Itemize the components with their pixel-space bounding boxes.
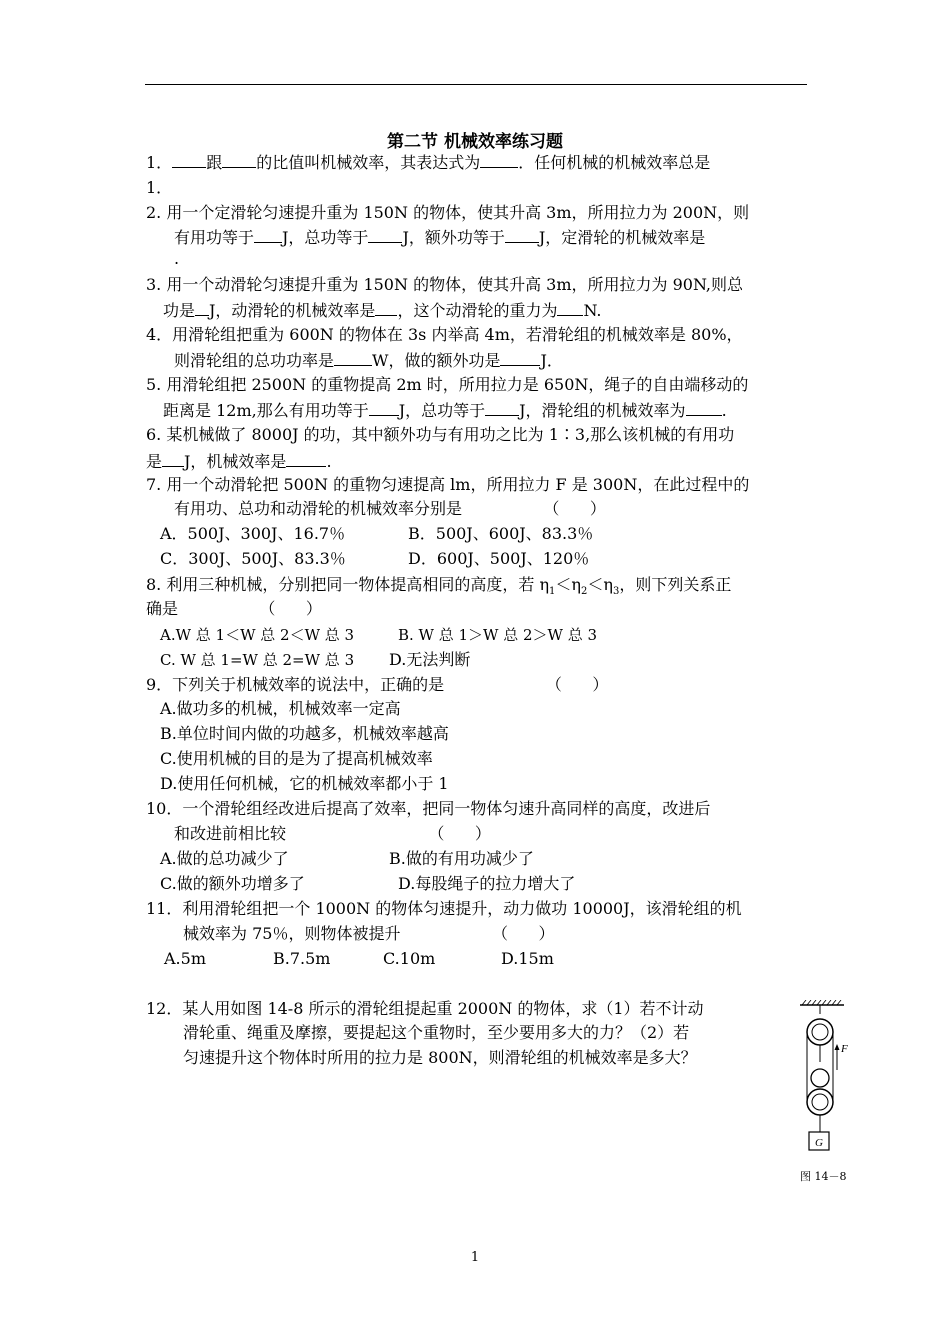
- page-number: 1: [470, 1250, 480, 1265]
- q9-option-a: A.做功多的机械，机械效率一定高: [160, 699, 401, 718]
- q8-option-d: D.无法判断: [389, 650, 471, 669]
- q7-option-b: B．500J、600J、83.3％: [408, 524, 594, 543]
- q12-line2: 滑轮重、绳重及摩擦，要提起这个重物时，至少要用多大的力？（2）若: [183, 1023, 690, 1042]
- q10-line2: 和改进前相比较 （ ）: [174, 824, 491, 843]
- q10-option-c: C.做的额外功增多了: [160, 874, 305, 893]
- q6-line1: 6. 某机械做了 8000J 的功，其中额外功与有用功之比为 1∶3,那么该机械的有用功: [146, 425, 735, 444]
- q7-line1: 7. 用一个动滑轮把 500N 的重物匀速提高 lm，所用拉力 F 是 300N，在此过程中的: [146, 475, 750, 494]
- q1-line1: 1． 跟 的比值叫机械效率，其表达式为 ．任何机械的机械效率总是: [146, 153, 711, 172]
- q6-line2: 是 J，机械效率是 .: [146, 452, 332, 471]
- q9-option-c: C.使用机械的目的是为了提高机械效率: [160, 749, 433, 768]
- q11-line1: 11．利用滑轮组把一个 1000N 的物体匀速提升，动力做功 10000J，该滑轮组的机: [146, 899, 742, 918]
- q10-option-d: D.每股绳子的拉力增大了: [398, 874, 576, 893]
- q3-line2: 功是 J，动滑轮的机械效率是 ，这个动滑轮的重力为 N.: [163, 301, 602, 320]
- q11-option-c: C.10m: [383, 949, 436, 968]
- force-label: F: [841, 1043, 848, 1055]
- header-rule: [145, 84, 807, 85]
- q5-line2: 距离是 12m,那么有用功等于 J，总功等于 J，滑轮组的机械效率为 .: [163, 401, 727, 420]
- q2-line1: 2. 用一个定滑轮匀速提升重为 150N 的物体，使其升高 3m，所用拉力为 200N，则: [146, 203, 750, 222]
- q10-line1: 10．一个滑轮组经改进后提高了效率，把同一物体匀速升高同样的高度，改进后: [146, 799, 711, 818]
- q8-option-a: A.W 总 1＜W 总 2＜W 总 3: [160, 626, 355, 644]
- page-title: 第二节 机械效率练习题: [387, 132, 563, 152]
- q2-line3: .: [174, 249, 180, 268]
- q9-option-b: B.单位时间内做的功越多，机械效率越高: [160, 724, 449, 743]
- q11-option-b: B.7.5m: [273, 949, 331, 968]
- figure-caption: 图 14－8: [800, 1170, 847, 1183]
- q10-option-b: B.做的有用功减少了: [389, 849, 534, 868]
- q12-line1: 12．某人用如图 14-8 所示的滑轮组提起重 2000N 的物体，求（1）若不计动: [146, 999, 704, 1018]
- q7-option-c: C．300J、500J、83.3％: [160, 549, 346, 568]
- q4-line2: 则滑轮组的总功功率是 W，做的额外功是 J．: [174, 351, 563, 370]
- q7-option-d: D．600J、500J、120％: [408, 549, 590, 568]
- q4-line1: 4．用滑轮组把重为 600N 的物体在 3s 内举高 4m，若滑轮组的机械效率是 80%，: [146, 325, 743, 344]
- q9-option-d: D.使用任何机械，它的机械效率都小于 1: [160, 774, 449, 793]
- q7-option-a: A．500J、300J、16.7％: [160, 524, 346, 543]
- q1-line2: 1．: [146, 178, 173, 197]
- q10-option-a: A.做的总功减少了: [160, 849, 289, 868]
- q12-line3: 匀速提升这个物体时所用的拉力是 800N，则滑轮组的机械效率是多大？: [183, 1048, 697, 1067]
- q7-line2: 有用功、总功和动滑轮的机械效率分别是 （ ）: [174, 499, 606, 518]
- q9-line1: 9．下列关于机械效率的说法中，正确的是 （ ）: [146, 675, 609, 694]
- q8-line2: 确是 （ ）: [146, 599, 322, 618]
- q8-option-c: C. W 总 1=W 总 2=W 总 3: [160, 651, 355, 669]
- q11-option-d: D.15m: [501, 949, 554, 968]
- q8-line1: 8. 利用三种机械，分别把同一物体提高相同的高度，若 $\eta_1<\eta_2<\eta_3$，则下列关系正: [146, 575, 732, 598]
- weight-label: G: [815, 1137, 823, 1149]
- pulley-figure: [796, 1000, 856, 1185]
- q11-line2: 械效率为 75％，则物体被提升 （ ）: [183, 924, 555, 943]
- q3-line1: 3. 用一个动滑轮匀速提升重为 150N 的物体，使其升高 3m，所用拉力为 90N,则总: [146, 275, 744, 294]
- q8-option-b: B. W 总 1＞W 总 2＞W 总 3: [398, 626, 598, 644]
- q11-option-a: A.5m: [164, 949, 206, 968]
- q5-line1: 5. 用滑轮组把 2500N 的重物提高 2m 时，所用拉力是 650N，绳子的自由端移动的: [146, 375, 749, 394]
- q2-line2: 有用功等于 J，总功等于 J，额外功等于 J，定滑轮的机械效率是: [174, 228, 706, 247]
